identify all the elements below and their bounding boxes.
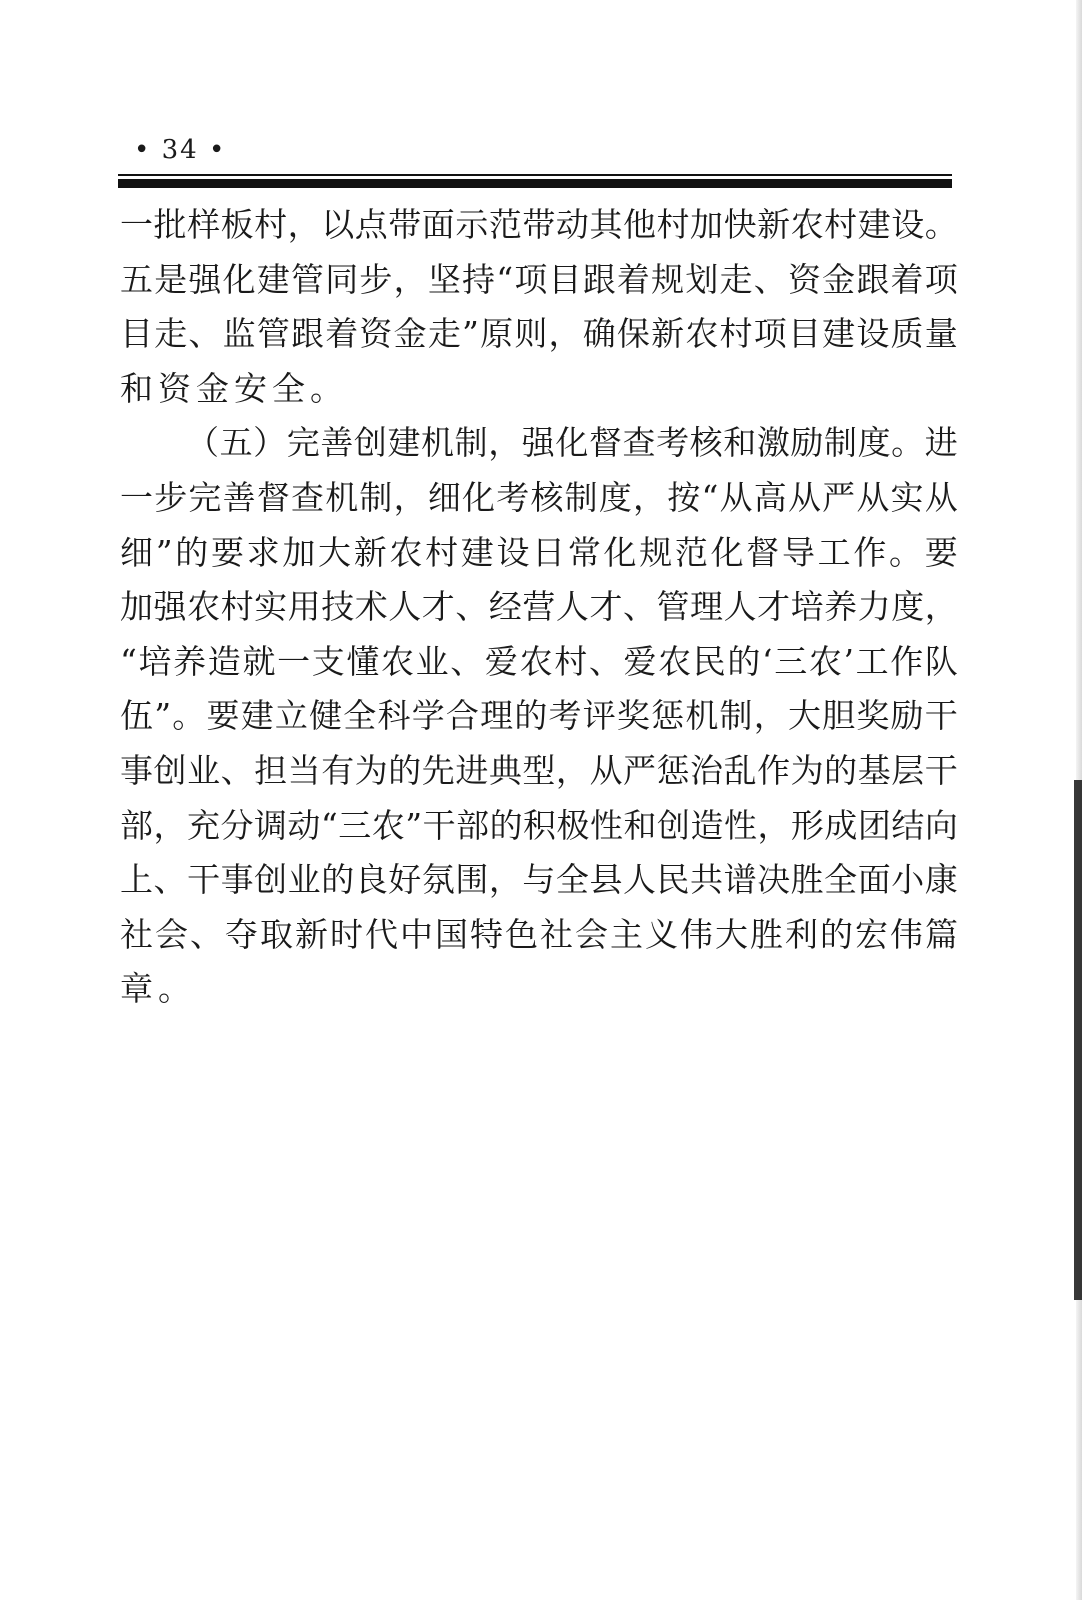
text-line: 章 。 [120, 969, 196, 1009]
header-rule-thick [118, 179, 952, 188]
page-edge-shadow [1074, 780, 1082, 1300]
text-line: （ 五 ） 完 善 创 建 机 制 ， 强 化 督 查 考 核 和 激 励 制 度 。 进 [186, 423, 958, 463]
text-line: “ 培 养 造 就 一 支 懂 农 业 、 爱 农 村 、 爱 农 民 的 ‘ 三 农 ’ 工 作 队 [120, 641, 958, 681]
text-line: 和 资 金 安 全 。 [120, 368, 348, 408]
header-rule-thin [118, 174, 952, 176]
text-line: 上 、 干 事 创 业 的 良 好 氛 围 ， 与 全 县 人 民 共 谱 决 胜 全 面 小 康 [120, 860, 958, 900]
page-number: • 34 • [134, 135, 227, 165]
text-line: 一 步 完 善 督 查 机 制 ， 细 化 考 核 制 度 ， 按 “ 从 高 从 严 从 实 从 [120, 477, 958, 517]
text-line: 一 批 样 板 村 ， 以 点 带 面 示 范 带 动 其 他 村 加 快 新 农 村 建 设 。 [120, 205, 958, 244]
text-line: 目 走 、 监 管 跟 着 资 金 走 ” 原 则 ， 确 保 新 农 村 项 目 建 设 质 量 [120, 314, 958, 354]
text-line: 五 是 强 化 建 管 同 步 ， 坚 持 “ 项 目 跟 着 规 划 走 、 资 金 跟 着 项 [120, 259, 958, 299]
text-line: 部 ， 充 分 调 动 “ 三 农 ” 干 部 的 积 极 性 和 创 造 性 ， 形 成 团 结 向 [120, 805, 958, 845]
page-header [122, 132, 952, 172]
text-line: 社 会 、 夺 取 新 时 代 中 国 特 色 社 会 主 义 伟 大 胜 利 的 宏 伟 篇 [120, 914, 958, 954]
body-text [120, 198, 958, 1017]
text-line: 伍 ” 。 要 建 立 健 全 科 学 合 理 的 考 评 奖 惩 机 制 ， 大 胆 奖 励 干 [120, 696, 958, 736]
text-line: 细 ” 的 要 求 加 大 新 农 村 建 设 日 常 化 规 范 化 督 导 工 作 。 要 [120, 532, 958, 572]
text-line: 事 创 业 、 担 当 有 为 的 先 进 典 型 ， 从 严 惩 治 乱 作 为 的 基 层 干 [120, 750, 958, 790]
text-line: 加 强 农 村 实 用 技 术 人 才 、 经 营 人 才 、 管 理 人 才 培 养 力 度 ， [120, 587, 958, 627]
